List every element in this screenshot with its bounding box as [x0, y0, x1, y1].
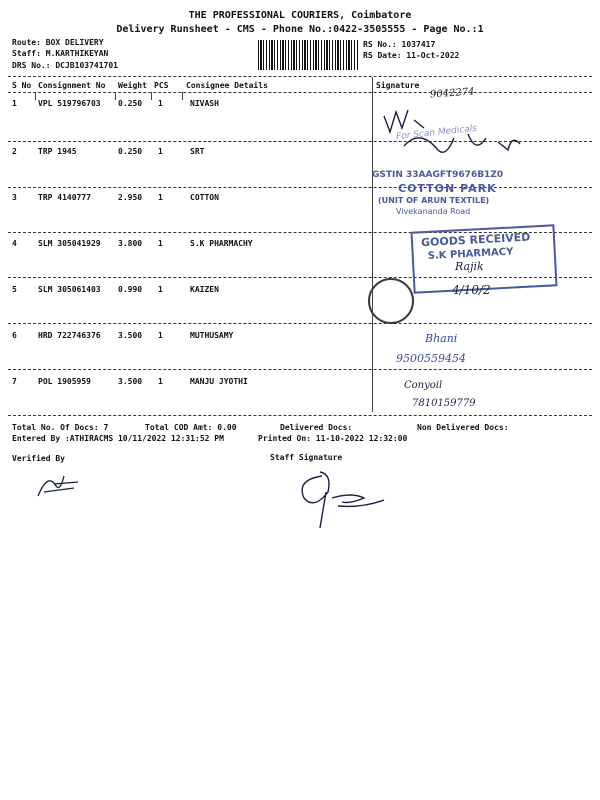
col-signature: Signature — [376, 81, 420, 90]
staff-line — [12, 49, 108, 58]
row-sno: 6 — [12, 331, 17, 340]
road-text: Vivekananda Road — [396, 207, 471, 216]
rs-no-line — [363, 40, 435, 49]
row-consignee: NIVASH — [190, 99, 219, 108]
drs-label: DRS No.: — [12, 61, 51, 70]
route-label: Route: — [12, 38, 41, 47]
row-pcs: 1 — [158, 377, 163, 386]
row-pcs: 1 — [158, 147, 163, 156]
col-pcs: PCS — [154, 81, 169, 90]
row-sno: 4 — [12, 239, 17, 248]
row-pcs: 1 — [158, 331, 163, 340]
row-pcs: 1 — [158, 193, 163, 202]
table-bottom-rule — [8, 415, 592, 416]
rs-no-label: RS No.: — [363, 40, 397, 49]
pharmacy-text: S.K PHARMACY — [427, 246, 514, 262]
row-weight: 3.500 — [118, 377, 143, 386]
unit-text: (UNIT OF ARUN TEXTILE) — [378, 196, 490, 205]
handwritten-date-row4: 4/10/2 — [452, 283, 491, 297]
handwritten-name-row4: Rajik — [455, 260, 484, 273]
gstin-text: GSTIN 33AAGFT9676B1Z0 — [372, 170, 504, 180]
row-rule — [8, 323, 592, 324]
row-consignee: MANJU JYOTHI — [190, 377, 248, 386]
barcode — [258, 40, 358, 70]
route-value: BOX DELIVERY — [45, 38, 104, 47]
row-rule — [8, 369, 592, 370]
total-docs — [12, 423, 108, 432]
delivered-docs — [280, 423, 352, 432]
rs-date-label: RS Date: — [363, 51, 402, 60]
printed-on: Printed On: 11-10-2022 12:32:00 — [258, 434, 408, 443]
row-sno: 3 — [12, 193, 17, 202]
table-row — [0, 377, 600, 389]
handwritten-number: 9042274 — [429, 86, 475, 101]
row-consignment: VPL 519796703 — [38, 99, 101, 108]
drs-line — [12, 61, 118, 70]
col-consignee: Consignee Details — [186, 81, 268, 90]
cod-label: Total COD Amt: — [145, 423, 213, 432]
cotton-park-stamp — [372, 170, 532, 230]
delivered-label: Delivered Docs: — [280, 423, 353, 432]
rs-no-value: 1037417 — [401, 40, 436, 49]
row-sno: 7 — [12, 377, 17, 386]
row-weight: 0.990 — [118, 285, 143, 294]
row-consignment: SLM 305041929 — [38, 239, 101, 248]
col-consignment: Consignment No — [38, 81, 106, 90]
scan-medicals-stamp: For Scan Medicals — [395, 123, 478, 143]
round-seal — [368, 278, 414, 324]
total-docs-value: 7 — [103, 423, 109, 432]
col-sno: S No — [12, 81, 32, 90]
row-sno: 2 — [12, 147, 17, 156]
non-delivered-label: Non Delivered Docs: — [417, 423, 509, 432]
runsheet-title: Delivery Runsheet - CMS - Phone No.:0422-3505555 - Page No.:1 — [116, 24, 484, 35]
handwritten-name-row7: Conyoil — [404, 380, 443, 391]
row-consignment: HRD 722746376 — [38, 331, 101, 340]
cod-value: 0.00 — [217, 423, 237, 432]
cotton-park-text: COTTON PARK — [398, 182, 497, 195]
col-weight: Weight — [118, 81, 147, 90]
verifier-signature — [34, 462, 84, 502]
total-cod — [145, 423, 237, 432]
rs-date-line — [363, 51, 459, 60]
table-top-rule — [8, 76, 592, 77]
staff-value: M.KARTHIKEYAN — [45, 49, 109, 58]
drs-value: DCJB103741701 — [55, 61, 118, 70]
total-docs-label: Total No. Of Docs: — [12, 423, 99, 432]
row-weight: 0.250 — [118, 99, 143, 108]
non-delivered-docs — [417, 423, 509, 432]
row-pcs: 1 — [158, 99, 163, 108]
row-pcs: 1 — [158, 239, 163, 248]
row-consignee: SRT — [190, 147, 205, 156]
row-sno: 1 — [12, 99, 17, 108]
table-row — [0, 331, 600, 343]
row-sno: 5 — [12, 285, 17, 294]
row-consignee: MUTHUSAMY — [190, 331, 234, 340]
row-consignment: POL 1905959 — [38, 377, 91, 386]
row-pcs: 1 — [158, 285, 163, 294]
handwritten-phone-row7: 7810159779 — [412, 398, 476, 409]
row-consignee: KAIZEN — [190, 285, 219, 294]
entered-by: Entered By :ATHIRACMS 10/11/2022 12:31:52 PM — [12, 434, 224, 443]
row-consignment: TRP 1945 — [38, 147, 77, 156]
row-consignee: COTTON — [190, 193, 219, 202]
rs-date-value: 11-Oct-2022 — [406, 51, 460, 60]
goods-received-text: GOODS RECEIVED — [420, 230, 531, 250]
staff-label: Staff: — [12, 49, 41, 58]
row-consignee: S.K PHARMACHY — [190, 239, 253, 248]
handwritten-phone-row6: 9500559454 — [396, 352, 466, 365]
company-title: THE PROFESSIONAL COURIERS, Coimbatore — [188, 10, 412, 21]
signature-row1 — [380, 98, 540, 168]
row-weight: 0.250 — [118, 147, 143, 156]
row-consignment: TRP 4140777 — [38, 193, 91, 202]
row-weight: 3.500 — [118, 331, 143, 340]
row-consignment: SLM 305061403 — [38, 285, 101, 294]
staff-signature — [292, 462, 392, 532]
staff-signature-label: Staff Signature — [270, 453, 343, 462]
route-line — [12, 38, 104, 47]
row-weight: 2.950 — [118, 193, 143, 202]
handwritten-name-row6: Bhani — [425, 332, 458, 345]
verified-by-label: Verified By — [12, 454, 65, 463]
table-header-rule — [8, 92, 592, 93]
row-weight: 3.800 — [118, 239, 143, 248]
